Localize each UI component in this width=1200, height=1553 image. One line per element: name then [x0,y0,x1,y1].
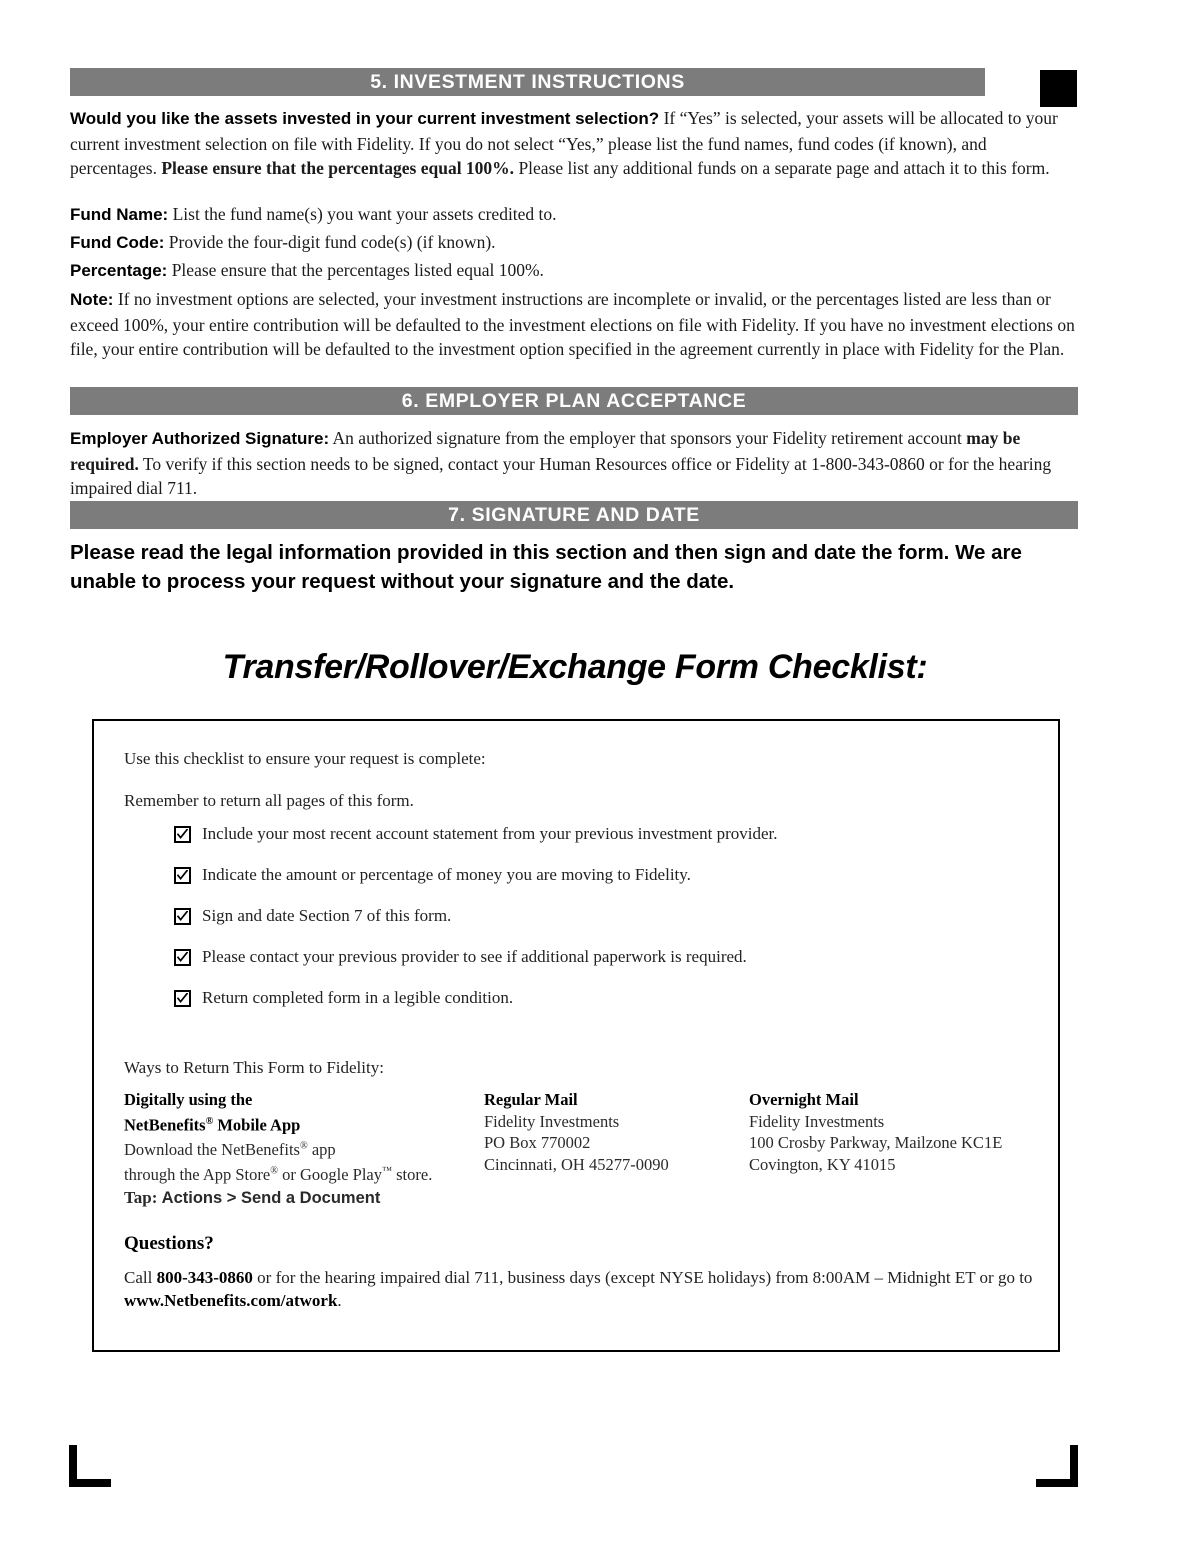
return-method-overnight-mail [749,1089,1049,1175]
list-item[interactable] [124,906,1034,947]
questions-middle-text: or for the hearing impaired dial 711, business days (except NYSE holidays) from 8:00AM – Midnight ET or go to [252,1268,1033,1287]
note-text: If no investment options are selected, your investment instructions are incomplete or invalid, or the percentages listed are less than or exceed 100%, your entire contribution will be defaulted to the investment elections on file with Fidelity. If you have no investment elections on file, your entire contribution will be defaulted to the investment option specified in the agreement currently in place with Fidelity for the Plan. [70,289,1075,359]
registered-mark-icon: ® [270,1165,278,1177]
digital-heading-line-2 [124,1111,494,1136]
checkbox-checked-icon[interactable] [174,949,191,966]
checklist-intro-line-2: Remember to return all pages of this form. [124,791,414,810]
checkbox-checked-icon[interactable] [174,826,191,843]
employer-text-2: To verify if this section needs to be signed, contact your Human Resources office or Fidelity at 1-800-343-0860 or for the hearing impaired dial 711. [70,453,1052,498]
questions-suffix: . [337,1291,342,1310]
registered-mark-icon: ® [205,1115,214,1127]
investment-intro-emphasis: Please ensure that the percentages equal 100%. [161,158,515,178]
employer-text-1: An authorized signature from the employer that sponsors your Fidelity retirement account [329,428,967,448]
digital-heading-line-1: Digitally using the [124,1090,253,1109]
regular-mail-line-3: Cincinnati, OH 45277-0090 [484,1154,669,1174]
googleplay-text: or Google Play [277,1165,382,1184]
return-method-digital [124,1089,494,1209]
crop-mark-bottom-right-icon [1036,1445,1078,1487]
overnight-mail-line-3: Covington, KY 41015 [749,1154,896,1174]
investment-note-paragraph [70,287,1075,362]
download-text-post: app [307,1140,336,1159]
employer-emphasis: may be required. [70,428,1021,474]
questions-heading: Questions? [124,1233,214,1254]
checklist-item-label: Return completed form in a legible condition. [202,988,514,1007]
fund-code-text: Provide the four-digit fund code(s) (if known). [164,232,496,252]
section-header-signature-and-date: 7. SIGNATURE AND DATE [70,501,1078,529]
fund-code-label: Fund Code: [70,233,165,252]
employer-signature-label: Employer Authorized Signature: [70,429,330,448]
section-header-employer-plan-acceptance: 6. EMPLOYER PLAN ACCEPTANCE [70,387,1078,415]
crop-mark-bottom-left-icon [69,1445,111,1487]
mobile-app-word: Mobile App [213,1115,301,1134]
checklist-item-label: Sign and date Section 7 of this form. [202,906,452,925]
digital-body-line-1 [124,1140,336,1159]
regular-mail-heading: Regular Mail [484,1090,578,1109]
employer-signature-paragraph [70,426,1082,501]
registration-block-icon [1040,70,1077,107]
investment-intro-question: Would you like the assets invested in your current investment selection? [70,109,660,128]
signature-instruction-text: Please read the legal information provided in this section and then sign and date the form. We are unable to process your request without your signature and the date. [70,541,1022,593]
checklist-item-label: Include your most recent account statement from your previous investment provider. [202,824,778,843]
tap-action-path: Actions > Send a Document [161,1188,381,1207]
list-item[interactable] [124,988,1034,1029]
checklist-title: Transfer/Rollover/Exchange Form Checklist: [222,648,928,686]
digital-body-line-2 [124,1165,432,1184]
fund-name-text: List the fund name(s) you want your assets credited to. [168,204,557,224]
percentage-paragraph [70,258,1075,284]
list-item[interactable] [124,824,1034,865]
percentage-text: Please ensure that the percentages listed equal 100%. [167,260,544,280]
list-item[interactable] [124,947,1034,988]
regular-mail-line-2: PO Box 770002 [484,1133,591,1152]
checklist-box [92,719,1060,1352]
questions-phone-number: 800-343-0860 [156,1268,253,1287]
questions-website-url: www.Netbenefits.com/atwork [124,1291,338,1310]
note-label: Note: [70,290,114,309]
overnight-mail-line-1: Fidelity Investments [749,1111,885,1131]
trademark-mark-icon: ™ [382,1165,393,1177]
appstore-text-post: store. [392,1165,433,1184]
list-item[interactable] [124,865,1034,906]
overnight-mail-heading: Overnight Mail [749,1090,859,1109]
checkbox-checked-icon[interactable] [174,990,191,1007]
ways-to-return-label: Ways to Return This Form to Fidelity: [124,1058,384,1077]
checklist-item-label: Indicate the amount or percentage of money you are moving to Fidelity. [202,865,691,884]
fund-code-paragraph [70,230,1075,256]
checklist-item-label: Please contact your previous provider to see if additional paperwork is required. [202,947,747,966]
checkbox-checked-icon[interactable] [174,867,191,884]
registered-mark-icon: ® [299,1140,308,1152]
fund-name-paragraph [70,202,1075,228]
tap-prefix: Tap: [124,1187,162,1207]
percentage-label: Percentage: [70,261,168,280]
investment-intro-paragraph [70,106,1075,181]
overnight-mail-line-2: 100 Crosby Parkway, Mailzone KC1E [749,1133,1003,1152]
investment-intro-text-1: If “Yes” is selected, your assets will be allocated to your current investment selection on file with Fidelity. If you do not select “Yes,” please list the fund names, fund codes (if known), and percentages. [70,108,1058,178]
return-method-regular-mail [484,1089,744,1175]
regular-mail-line-1: Fidelity Investments [484,1111,620,1131]
investment-intro-text-2: Please list any additional funds on a separate page and attach it to this form. [514,158,1050,178]
checklist-items [124,824,1034,1029]
questions-body [124,1266,1049,1312]
netbenefits-word-pre: NetBenef [124,1115,190,1134]
checkbox-checked-icon[interactable] [174,908,191,925]
tap-instruction [124,1187,494,1210]
download-text-pre: Download the NetBenefits [124,1140,300,1159]
fund-name-label: Fund Name: [70,205,169,224]
appstore-text-pre: through the App Store [124,1165,271,1184]
section-header-investment-instructions: 5. INVESTMENT INSTRUCTIONS [70,68,985,96]
questions-call-prefix: Call [124,1268,157,1287]
checklist-intro-line-1: Use this checklist to ensure your request is complete: [124,749,486,768]
netbenefits-word-post: its [189,1115,206,1134]
